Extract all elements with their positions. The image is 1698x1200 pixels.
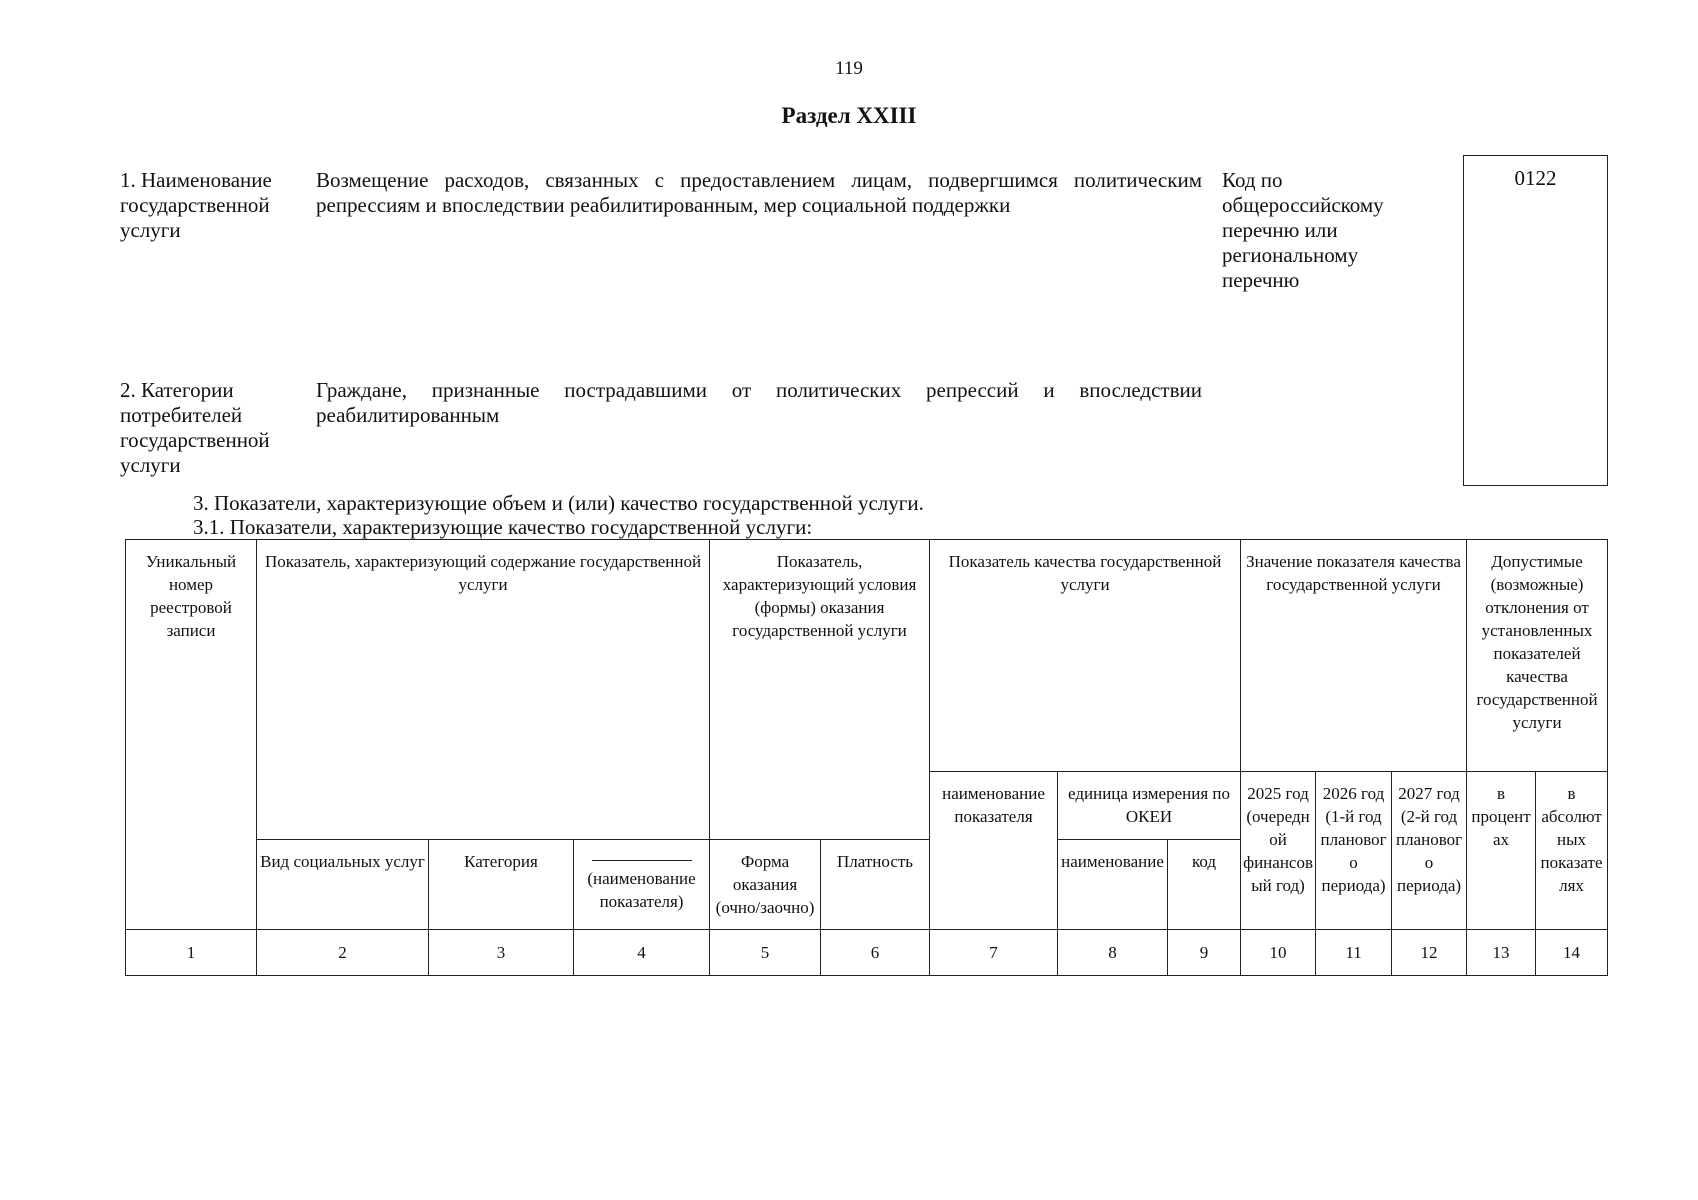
header-unit-okei: единица измерения по ОКЕИ <box>1058 772 1241 840</box>
consumer-categories-label: 2. Категории потребителей государственной услуги <box>120 378 270 477</box>
column-number: 2 <box>257 930 429 976</box>
column-number: 13 <box>1467 930 1536 976</box>
quality-indicators-table <box>125 539 1608 976</box>
header-delivery-form: Форма оказания (очно/заочно) <box>710 840 821 930</box>
service-name-label: 1. Наименование государственной услуги <box>120 168 272 242</box>
registry-code-label: Код по общероссийскому перечню или региональному перечню <box>1222 168 1384 292</box>
heading-3: 3. Показатели, характеризующие объем и (или) качество государственной услуги. <box>193 491 924 515</box>
section-title: Раздел XXIII <box>781 103 917 128</box>
header-unique-number: Уникальный номер реестровой записи <box>126 540 257 930</box>
header-year-2027: 2027 год (2-й год планового периода) <box>1392 772 1467 930</box>
header-unit-code: код <box>1168 840 1241 930</box>
registry-code-box <box>1463 155 1608 486</box>
header-unit-name: наименование <box>1058 840 1168 930</box>
header-payment: Платность <box>821 840 930 930</box>
header-percent: в процентах <box>1467 772 1536 930</box>
consumer-categories-text: Граждане, признанные пострадавшими от политических репрессий и впоследствии реабилитированным <box>316 378 1202 427</box>
column-number: 7 <box>930 930 1058 976</box>
service-name-text: Возмещение расходов, связанных с предоставлением лицам, подвергшимся политическим репрессиям и впоследствии реабилитированным, мер социальной поддержки <box>316 168 1202 217</box>
column-number: 14 <box>1536 930 1608 976</box>
column-number: 9 <box>1168 930 1241 976</box>
registry-code-value: 0122 <box>1514 166 1557 190</box>
header-blank-indicator <box>574 840 710 930</box>
header-conditions-indicator: Показатель, характеризующий условия (формы) оказания государственной услуги <box>710 540 930 840</box>
header-indicator-value: Значение показателя качества государственной услуги <box>1241 540 1467 772</box>
header-indicator-name: наименование показателя <box>930 772 1058 930</box>
header-year-2025: 2025 год (очередной финансовый год) <box>1241 772 1316 930</box>
header-content-indicator: Показатель, характеризующий содержание государственной услуги <box>257 540 710 840</box>
column-number: 5 <box>710 930 821 976</box>
header-absolute: в абсолютных показателях <box>1536 772 1608 930</box>
column-number: 6 <box>821 930 930 976</box>
header-category: Категория <box>429 840 574 930</box>
column-number: 3 <box>429 930 574 976</box>
column-number: 8 <box>1058 930 1168 976</box>
page-number: 119 <box>835 58 863 79</box>
header-allowed-deviation: Допустимые (возможные) отклонения от установленных показателей качества государственной услуги <box>1467 540 1608 772</box>
header-quality-indicator: Показатель качества государственной услуги <box>930 540 1241 772</box>
column-number: 10 <box>1241 930 1316 976</box>
header-social-services: Вид социальных услуг <box>257 840 429 930</box>
column-number: 12 <box>1392 930 1467 976</box>
header-year-2026: 2026 год (1-й год планового периода) <box>1316 772 1392 930</box>
column-number: 4 <box>574 930 710 976</box>
header-blank-indicator-caption: (наименование показателя) <box>587 869 696 911</box>
heading-3-1: 3.1. Показатели, характеризующие качество государственной услуги: <box>193 515 813 539</box>
column-number: 1 <box>126 930 257 976</box>
column-number: 11 <box>1316 930 1392 976</box>
blank-indicator-line <box>592 846 692 861</box>
